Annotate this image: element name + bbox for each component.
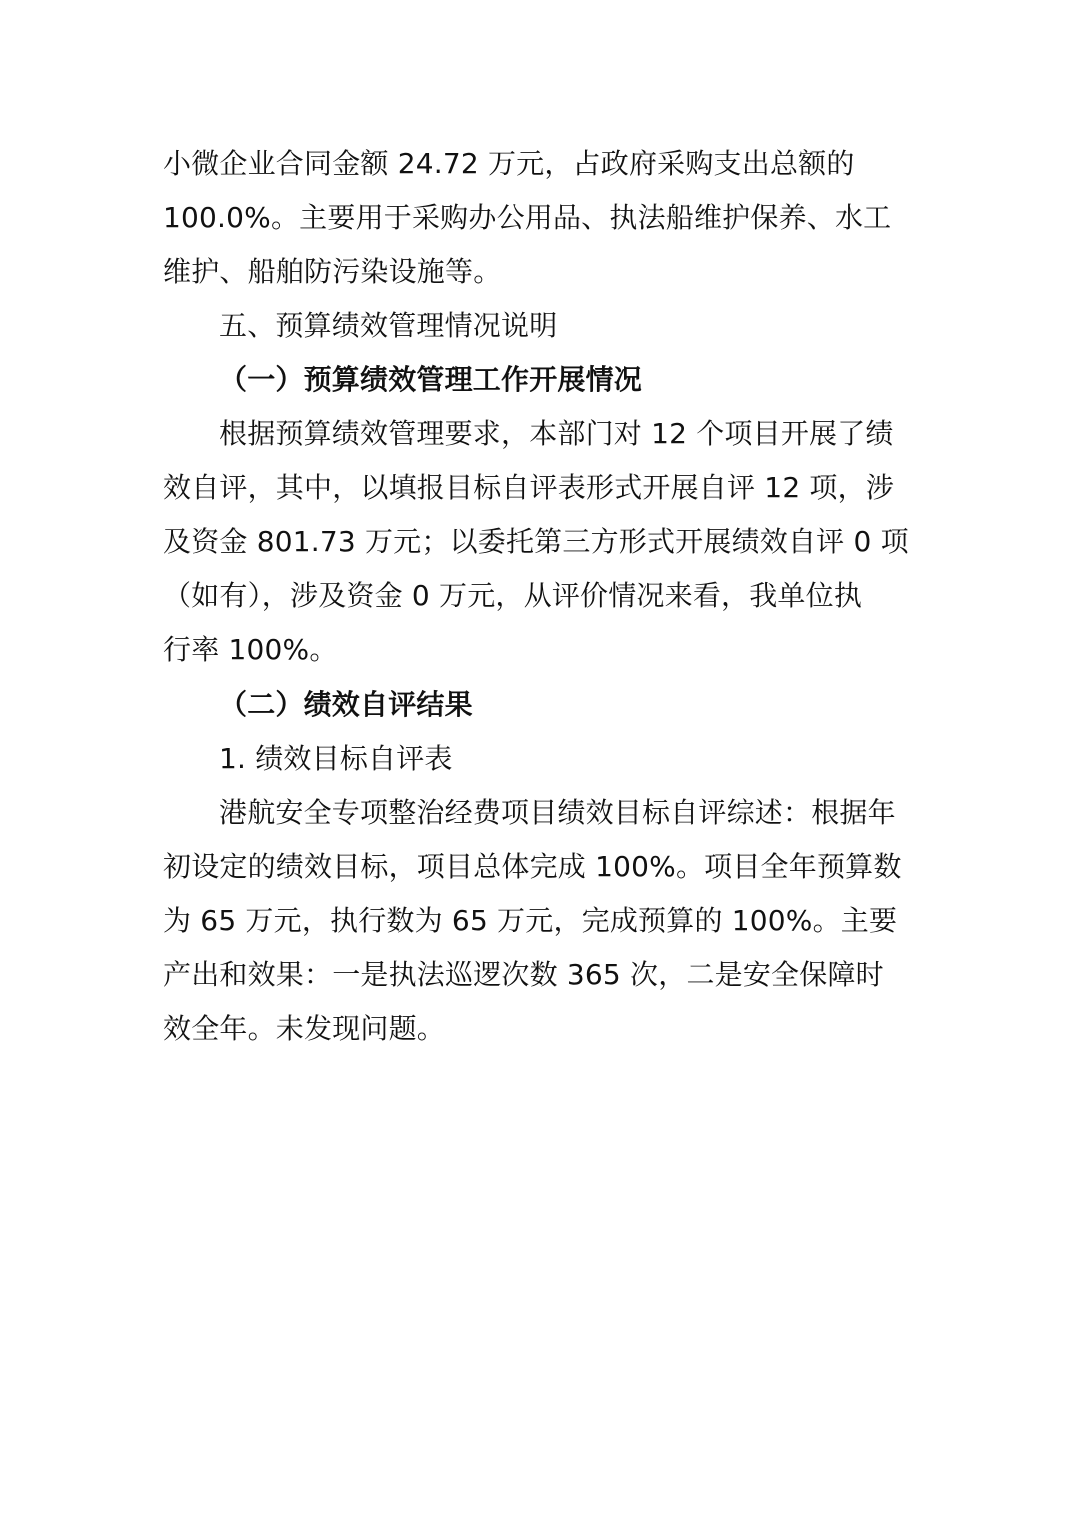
paragraph-line: 维护、船舶防污染设施等。 [163,255,502,288]
paragraph-line: 根据预算绩效管理要求，本部门对 12 个项目开展了绩 [219,417,894,450]
paragraph-line: 100.0%。主要用于采购办公用品、执法船维护保养、水工 [163,201,892,234]
paragraph-line: 小微企业合同金额 24.72 万元，占政府采购支出总额的 [163,147,855,180]
subheading-self-evaluation-results: （二）绩效自评结果 [219,688,473,721]
paragraph-line: 及资金 801.73 万元；以委托第三方形式开展绩效自评 0 项 [163,525,909,558]
subheading-budget-management: （一）预算绩效管理工作开展情况 [219,363,643,396]
section-heading: 五、预算绩效管理情况说明 [219,309,558,342]
paragraph-line: 初设定的绩效目标，项目总体完成 100%。项目全年预算数 [163,850,902,883]
paragraph-line: 效自评，其中，以填报目标自评表形式开展自评 12 项，涉 [163,471,895,504]
paragraph-line: 效全年。未发现问题。 [163,1012,446,1045]
paragraph-line: 产出和效果：一是执法巡逻次数 365 次，二是安全保障时 [163,958,884,991]
paragraph-line: （如有），涉及资金 0 万元，从评价情况来看，我单位执 [163,579,863,612]
paragraph-line: 为 65 万元，执行数为 65 万元，完成预算的 100%。主要 [163,904,898,937]
paragraph-line: 港航安全专项整治经费项目绩效目标自评综述：根据年 [219,796,896,829]
paragraph-line: 行率 100%。 [163,633,338,666]
list-item-heading: 1. 绩效目标自评表 [219,742,453,775]
